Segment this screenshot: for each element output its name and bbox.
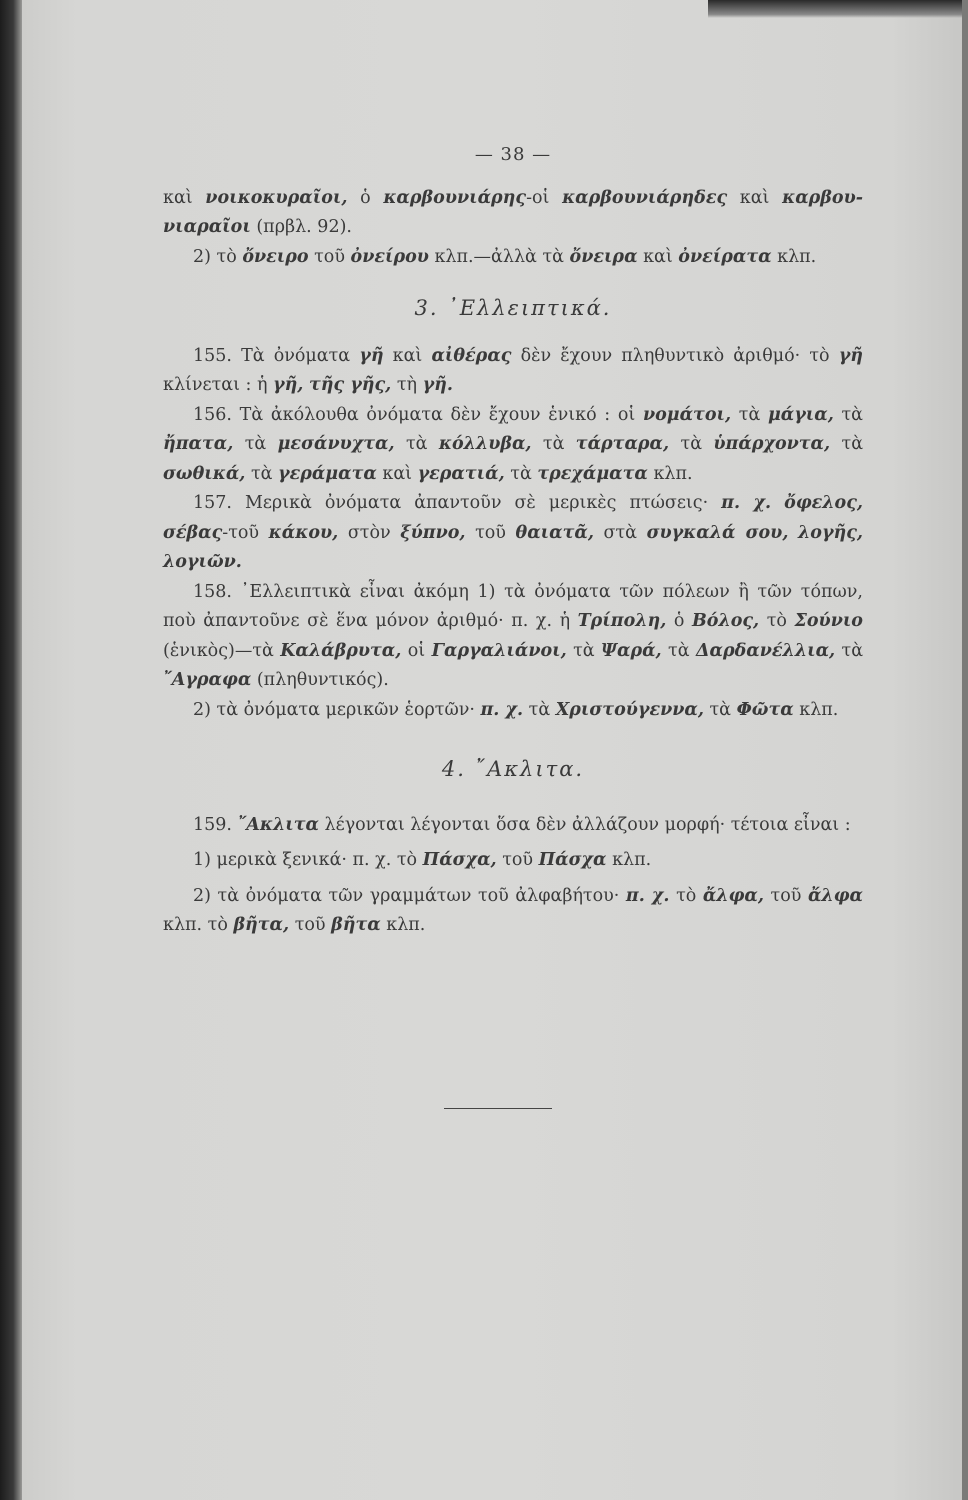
text: τὰ [233,434,278,454]
section-heading-3: 3. ᾿Ελλειπτικά. [414,296,612,320]
text: ὁ [347,187,384,208]
text: κλπ. [380,915,426,935]
text: 2) τὰ ὀνόματα μερικῶν ἑορτῶν· [193,699,481,720]
term: Σούνιο [794,611,863,631]
text: καὶ [376,463,418,484]
text: τοῦ [763,885,808,906]
text: καὶ [727,187,783,208]
term: τρεχάματα [537,463,648,484]
term: Πάσχα, [422,850,497,870]
text: τοῦ [496,850,539,870]
term: σέβας [163,522,223,543]
text [771,493,784,513]
text: τὰ [703,699,737,720]
paragraph-159-2 [163,882,863,941]
term: ἄλφα [807,885,863,906]
term: νιαραῖοι [163,217,251,237]
page-number: — 38 — [474,144,552,165]
text: τὰ [531,434,576,454]
term: βῆτα [331,915,381,935]
text: τὰ [245,463,279,484]
text: (ἑνικὸς)—τὰ [163,640,281,661]
term: συγκαλά σου, [646,522,789,543]
text: 159. [193,814,238,835]
term: τάρταρα, [575,434,670,454]
term: ὀνείρου [350,246,429,267]
term: Φῶτα [736,699,794,720]
section-heading-4: 4. ῎Ακλιτα. [441,757,585,781]
term: θαιατᾶ, [515,522,594,543]
text: τοῦ [289,915,332,935]
text: τὰ [835,640,864,661]
term: Καλάβρυτα, [280,640,402,661]
text: τοῦ [465,522,516,543]
term: νοικοκυραῖοι, [205,187,348,208]
term: λογῆς, λογιῶν. [163,522,863,572]
text: -οἱ [526,187,563,208]
term: καρβουνιάρης [383,187,527,208]
term: ἤπατα, [163,434,234,454]
term: γεράματα [278,463,377,484]
term: Ψαρά, [601,640,662,661]
term: ῎Αγραφα [163,670,252,690]
text: τοῦ [308,246,351,267]
scan-shadow-top [708,0,968,18]
term: ἄλφα, [702,885,764,906]
term: γῆ. [422,375,453,395]
term: μεσάνυχτα, [277,434,395,454]
text: 2) τὸ [193,246,243,267]
term: π. χ. [480,699,524,720]
text: τὰ [833,404,863,425]
text: καὶ [637,246,679,267]
book-edge-right [962,0,968,1500]
text: κλπ. [793,699,839,720]
text: 156. Τὰ ἀκόλουθα ὀνόματα δὲν ἔχουν ἑνικό : οἱ [193,404,643,425]
term: γερατιά, [417,463,505,484]
term: ὀνείρατα [678,246,772,267]
term: μάγια, [767,404,834,425]
term: ὑπάρχοντα, [713,434,831,454]
text: τὰ [731,404,768,425]
text: (πληθυντικός). [251,670,389,690]
text: τὴ [391,375,423,395]
term: Βόλος, [692,611,760,631]
text [788,523,798,543]
text: κλπ. [771,246,817,267]
text: καὶ [383,345,432,366]
intro-paragraph-2 [163,243,863,273]
term: ῎Ακλιτα [237,814,319,835]
text: κλπ. [647,463,693,484]
text: τὰ [566,640,601,661]
text: 1) μερικὰ ξενικά· π. χ. τὸ [193,850,423,870]
term: π. χ. [721,493,772,513]
term: Χριστούγεννα, [555,699,704,720]
paragraph-158-2 [163,696,863,726]
text: 2) τὰ ὀνόματα τῶν γραμμάτων τοῦ ἀλφαβήτου· [193,885,626,906]
text: ὁ [666,611,692,631]
book-edge-left [0,0,22,1500]
term: νομάτοι, [642,404,732,425]
text: οἱ [401,640,432,661]
paragraph-157 [163,489,863,578]
term: γῆ [838,345,864,366]
term: Τρίπολη, [577,611,667,631]
text: 157. Μερικὰ ὀνόματα ἀπαντοῦν σὲ μερικὲς πτώσεις· [193,493,722,513]
text: τὰ [394,434,439,454]
term: ὄνειρο [242,246,309,267]
term: βῆτα, [233,915,290,935]
text: 155. Τὰ ὀνόματα [193,345,360,366]
text: τὰ [669,434,714,454]
text: δὲν ἔχουν πληθυντικὸ ἀριθμό· τὸ [511,345,839,366]
text: κλίνεται : ἡ [163,375,274,395]
text: κλπ. [606,850,652,870]
paragraph-159 [163,811,863,841]
term: π. χ. [625,885,670,906]
term: γῆ [359,345,384,366]
text: κλπ.—ἀλλὰ τὰ [428,246,570,267]
term: κόλλυβα, [438,434,532,454]
text: τὸ [669,885,703,906]
text: λέγονται λέγονται ὅσα δὲν ἀλλάζουν μορφή· τέτοια εἶναι : [318,814,851,835]
page-content [163,140,863,941]
text: τὰ [523,699,556,720]
term: ὄφελος, [784,493,863,513]
text: καὶ [163,187,206,208]
text: στὸν [338,522,401,543]
text: κλπ. τὸ [163,915,234,935]
term: καρβουνιάρηδες [562,187,728,208]
term: ὄνειρα [569,246,638,267]
paragraph-159-1 [163,846,863,876]
term: κάκου, [268,522,339,543]
term: τῆς γῆς, [308,375,392,395]
text: τὰ [830,434,864,454]
text: -τοῦ [222,522,269,543]
term: αἰθέρας [431,345,512,366]
text: τὸ [759,611,795,631]
term: Γαργαλιάνοι, [431,640,567,661]
term: γῆ, [273,375,304,395]
term: καρβου- [782,187,863,208]
text: τὰ [661,640,696,661]
paragraph-156 [163,401,863,490]
term: σωθικά, [163,463,246,484]
paragraph-155 [163,342,863,401]
intro-paragraph [163,184,863,243]
text: τὰ [504,463,538,484]
paragraph-158 [163,578,863,696]
text: στὰ [593,522,647,543]
term: Δαρδανέλλια, [695,640,836,661]
text: 158. ᾿Ελλειπτικὰ εἶναι ἀκόμη 1) τὰ ὀνόματα τῶν πόλεων ἢ τῶν τόπων, ποὺ ἀπαντοῦνε σὲ ἕνα μόνον ἀριθμό· π. χ. ἡ [163,581,863,631]
end-rule [444,1108,552,1109]
term: Πάσχα [538,850,607,870]
text: (πρβλ. 92). [250,217,352,237]
term: ξύπνο, [400,522,466,543]
